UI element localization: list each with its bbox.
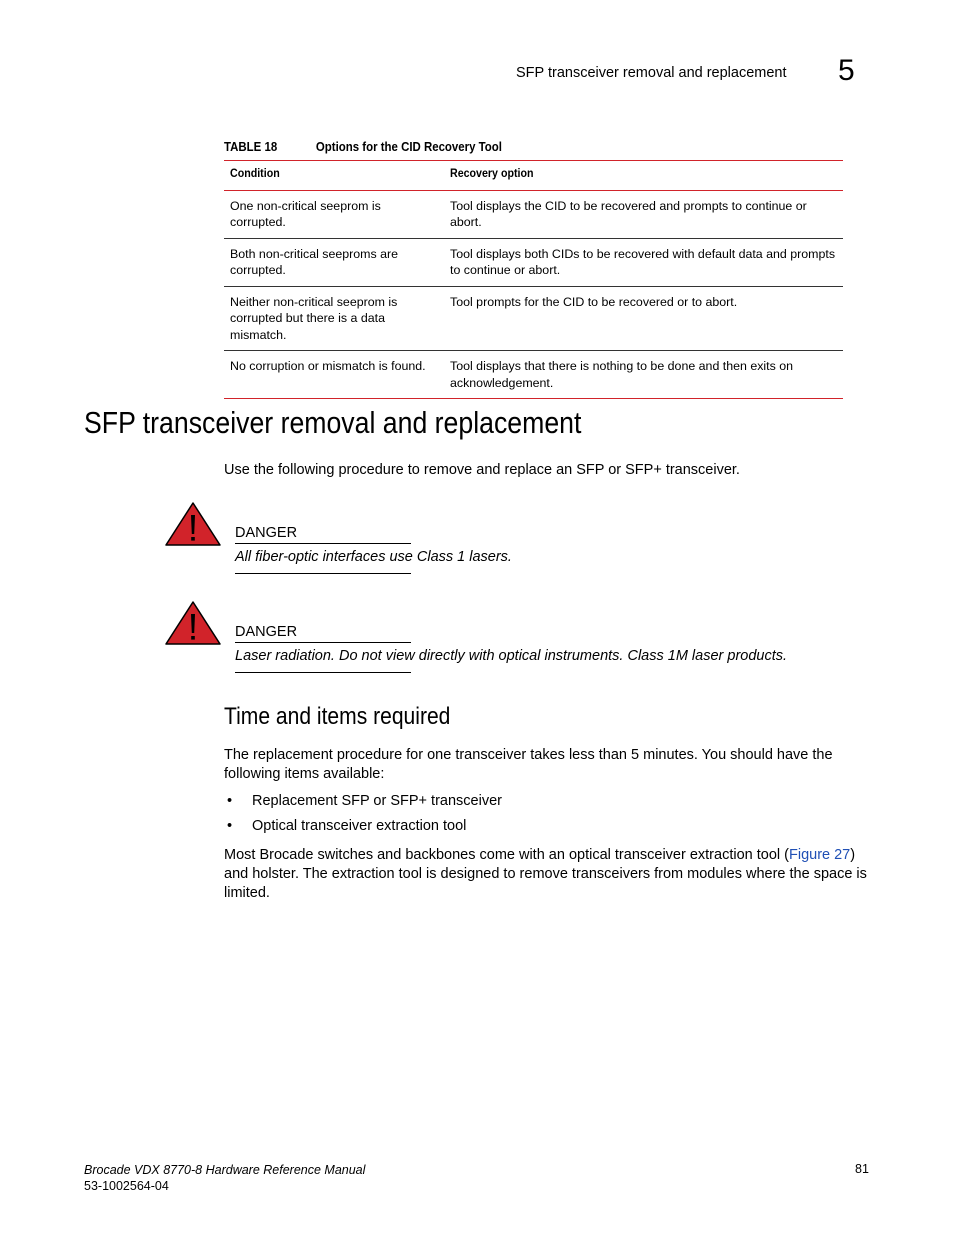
figure-link[interactable]: Figure 27 [788,847,851,863]
table-title: Options for the CID Recovery Tool [315,139,502,154]
table-row [224,351,843,399]
page-number: 81 [855,1162,869,1176]
paragraph: Most Brocade switches and backbones come with an optical transceiver extraction tool (Figure 27) and holster. The extraction tool is designed to remove transceivers from modules where the space is limited. [224,847,867,901]
recovery-option-cell: Tool displays both CIDs to be recovered with default data and prompts to continue or abort. [444,238,843,286]
subsection-title: Time and items required [224,703,451,730]
manual-title: Brocade VDX 8770-8 Hardware Reference Manual [84,1163,366,1177]
danger-notice [235,624,788,673]
warning-exclamation-icon [164,600,222,646]
table-row [224,238,843,286]
paragraph: The replacement procedure for one transceiver takes less than 5 minutes. You should have the following items available: [224,747,833,782]
condition-cell: Neither non-critical seeprom is corrupted but there is a data mismatch. [224,286,444,351]
doc-number: 53-1002564-04 [84,1179,169,1193]
recovery-option-cell: Tool displays that there is nothing to be done and then exits on acknowledgement. [444,351,843,399]
section-intro: Use the following procedure to remove and replace an SFP or SFP+ transceiver. [224,462,740,478]
danger-text: All fiber-optic interfaces use Class 1 lasers. [235,549,512,565]
table-label: TABLE 18 [224,139,278,154]
divider [235,573,411,574]
table-row [224,286,843,351]
recovery-option-cell: Tool prompts for the CID to be recovered or to abort. [444,286,843,351]
danger-label: DANGER [235,525,411,544]
column-header-condition: Condition [224,161,444,191]
danger-text: Laser radiation. Do not view directly with optical instruments. Class 1M laser products. [235,648,788,664]
section-title: SFP transceiver removal and replacement [84,405,582,440]
warning-exclamation-icon [164,501,222,547]
bullet-icon: • [227,793,233,809]
bullet-icon: • [227,818,233,834]
chapter-number: 5 [838,54,855,87]
condition-cell: Both non-critical seeproms are corrupted. [224,238,444,286]
table-row [224,190,843,238]
table-header-row [224,161,843,191]
danger-notice [235,525,512,574]
running-header-title: SFP transceiver removal and replacement [516,65,787,81]
list-item: • Optical transceiver extraction tool [227,818,467,834]
recovery-option-cell: Tool displays the CID to be recovered and prompts to continue or abort. [444,190,843,238]
list-item: • Replacement SFP or SFP+ transceiver [227,793,502,809]
footer-left [84,1162,365,1194]
danger-label: DANGER [235,624,411,643]
divider [235,672,411,673]
items-list [224,792,502,842]
table-caption [224,139,502,154]
column-header-recovery-option: Recovery option [444,161,843,191]
cid-recovery-table [224,160,843,399]
condition-cell: One non-critical seeprom is corrupted. [224,190,444,238]
condition-cell: No corruption or mismatch is found. [224,351,444,399]
